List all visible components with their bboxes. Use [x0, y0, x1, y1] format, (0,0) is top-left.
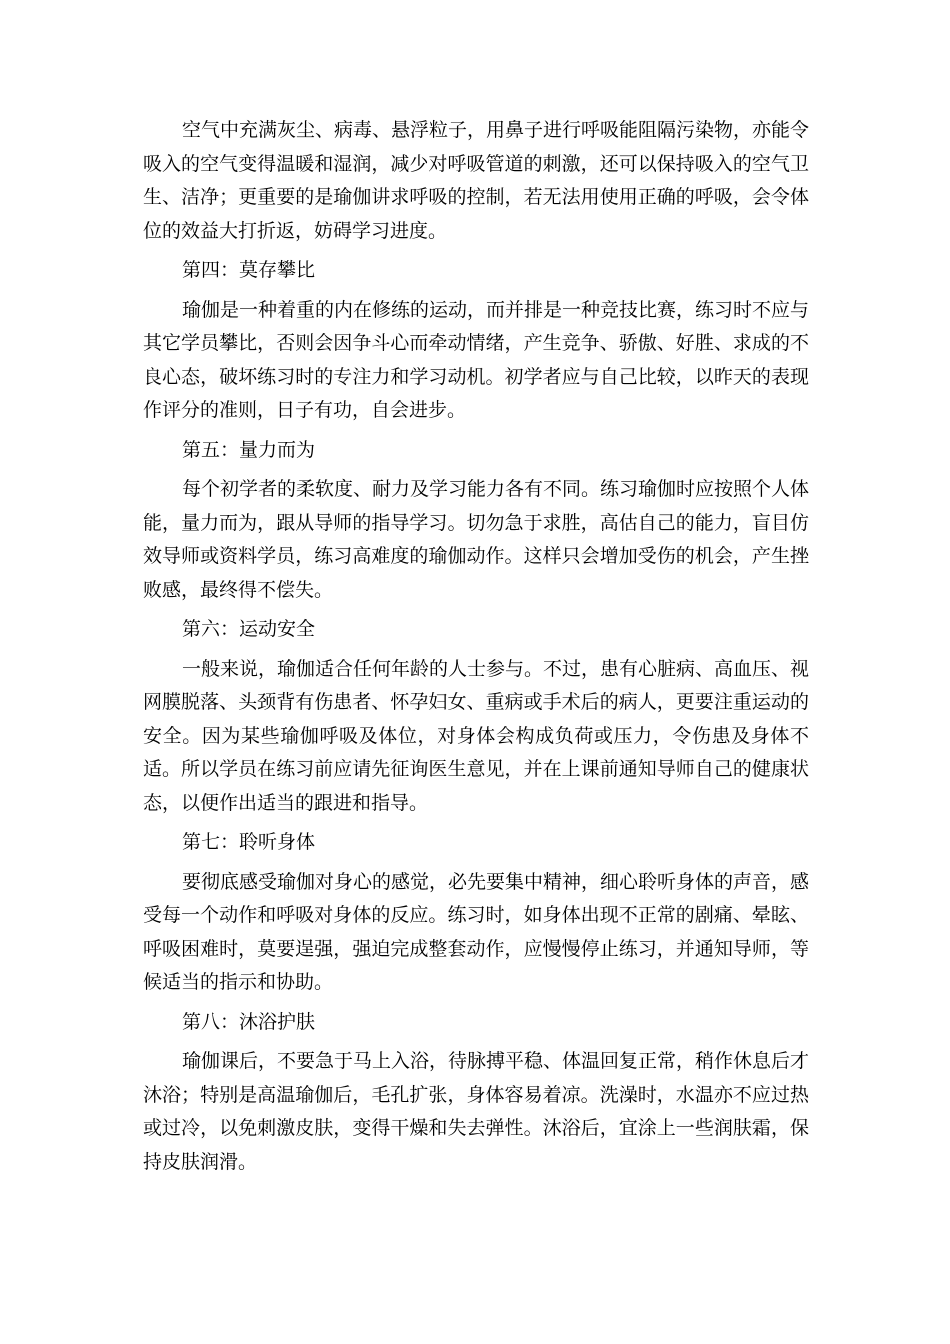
paragraph-listen-to-body: 要彻底感受瑜伽对身心的感觉，必先要集中精神，细心聆听身体的声音，感受每一个动作和呼吸对身体的反应。练习时，如身体出现不正常的剧痛、晕眩、呼吸困难时，莫要逞强，强迫完成整套动作，应慢慢停止练习，并通知导师，等候适当的指示和协助。	[143, 870, 810, 993]
section-heading-7: 第七：聆听身体	[182, 831, 316, 853]
document-body	[143, 114, 809, 1185]
section-heading-4: 第四：莫存攀比	[182, 259, 316, 281]
section-heading-8: 第八：沐浴护肤	[182, 1010, 316, 1033]
paragraph-no-comparison: 瑜伽是一种着重的内在修练的运动，而并排是一种竞技比赛，练习时不应与其它学员攀比，否则会因争斗心而牵动情绪，产生竞争、骄傲、好胜、求成的不良心态，破坏练习时的专注力和学习动机。初学者应与自己比较，以昨天的表现作评分的准则，日子有功，自会进步。	[143, 298, 810, 421]
paragraph-breathing: 空气中充满灰尘、病毒、悬浮粒子，用鼻子进行呼吸能阻隔污染物，亦能令吸入的空气变得温暖和湿润，减少对呼吸管道的刺激，还可以保持吸入的空气卫生、洁净；更重要的是瑜伽讲求呼吸的控制，若无法用使用正确的呼吸，会令体位的效益大打折返，妨碍学习进度。	[143, 119, 810, 242]
paragraph-exercise-safety: 一般来说，瑜伽适合任何年龄的人士参与。不过，患有心脏病、高血压、视网膜脱落、头颈背有伤患者、怀孕妇女、重病或手术后的病人，更要注重运动的安全。因为某些瑜伽呼吸及体位，对身体会构成负荷或压力，令伤患及身体不适。所以学员在练习前应请先征询医生意见，并在上课前通知导师自己的健康状态，以便作出适当的跟进和指导。	[143, 657, 810, 814]
section-heading-6: 第六：运动安全	[182, 618, 316, 640]
paragraph-within-ability: 每个初学者的柔软度、耐力及学习能力各有不同。练习瑜伽时应按照个人体能，量力而为，跟从导师的指导学习。切勿急于求胜，高估自己的能力，盲目仿效导师或资料学员，练习高难度的瑜伽动作。这样只会增加受伤的机会，产生挫败感，最终得不偿失。	[143, 478, 810, 601]
paragraph-bathing-skincare: 瑜伽课后，不要急于马上入浴，待脉搏平稳、体温回复正常，稍作休息后才沐浴；特别是高温瑜伽后，毛孔扩张，身体容易着凉。洗澡时，水温亦不应过热或过冷，以免刺激皮肤，变得干燥和失去弹性。沐浴后，宜涂上一些润肤霜，保持皮肤润滑。	[143, 1050, 810, 1173]
section-heading-5: 第五：量力而为	[182, 438, 316, 461]
